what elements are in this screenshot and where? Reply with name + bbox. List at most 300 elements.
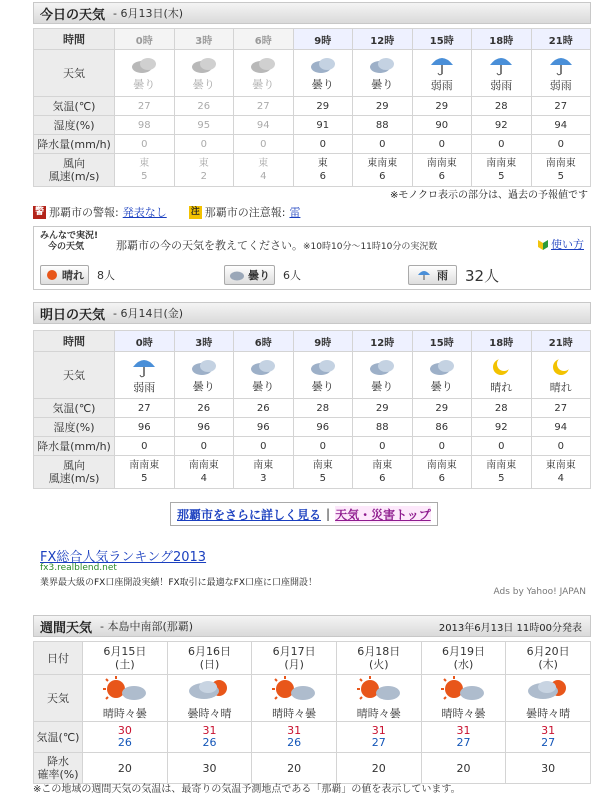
weekly-weather-cell: [336, 675, 421, 722]
temp-low: 27: [371, 736, 386, 749]
humidity-cell: 95: [174, 116, 234, 135]
poll-question-row: [116, 237, 437, 253]
hour-cell: 3時: [174, 29, 234, 50]
wind-direction: 東: [258, 158, 269, 169]
weather-text: 弱雨: [430, 78, 453, 92]
hour-cell: 18時: [472, 331, 532, 352]
wind-direction: 東南東: [545, 460, 576, 471]
cloudy-icon: [309, 55, 337, 75]
weekly-header: [33, 615, 591, 637]
weather-cell: [472, 50, 532, 97]
vote-rain-label: 雨: [437, 269, 448, 282]
weather-text: 曇り: [133, 77, 156, 91]
day-dow: (木): [538, 658, 558, 671]
weekly-temp-cell: [252, 722, 337, 753]
wind-cell: [293, 154, 353, 187]
wind-speed: 3: [260, 473, 267, 484]
link-separator: |: [326, 507, 331, 521]
sun-cloud-icon: [102, 676, 148, 704]
vote-sunny-button[interactable]: [40, 265, 89, 285]
wind-label: 風向 風速(m/s): [34, 154, 115, 187]
humidity-label: 湿度(%): [34, 418, 115, 437]
precip-cell: 0: [115, 437, 175, 456]
temp-low: 27: [456, 736, 471, 749]
wind-direction: 南南東: [426, 158, 457, 169]
humidity-cell: 91: [293, 116, 353, 135]
wind-cell: [531, 456, 591, 489]
today-date: - 6月13日(木): [113, 7, 184, 20]
hour-cell: 0時: [115, 331, 175, 352]
weekly-pop-cell: 20: [421, 753, 506, 784]
wind-speed: 5: [557, 171, 564, 182]
howto-link[interactable]: 使い方: [551, 238, 584, 251]
weather-text: 曇り: [311, 379, 334, 393]
temp-cell: 27: [115, 399, 175, 418]
cloudy-icon: [368, 357, 396, 377]
temp-cell: 28: [293, 399, 353, 418]
precip-cell: 0: [115, 135, 175, 154]
weekly-pop-cell: 20: [336, 753, 421, 784]
weather-cell: [353, 50, 413, 97]
wind-direction: 東南東: [367, 158, 398, 169]
weather-text: 曇り: [192, 77, 215, 91]
hour-cell: 9時: [293, 29, 353, 50]
temp-cell: 27: [531, 97, 591, 116]
cloudy-icon: [130, 55, 158, 75]
weather-cell: [174, 352, 234, 399]
weekly-title: 週間天気: [40, 620, 93, 636]
weather-text: 弱雨: [133, 380, 156, 394]
humidity-label: 湿度(%): [34, 116, 115, 135]
temp-low: 27: [541, 736, 556, 749]
humidity-cell: 94: [531, 116, 591, 135]
weekly-pop-row: [34, 753, 591, 784]
weekly-pop-cell: 20: [252, 753, 337, 784]
weather-row: [34, 352, 591, 399]
warning-badge-icon: 警: [34, 206, 44, 217]
weekly-weather-text: 曇時々晴: [526, 706, 571, 720]
weather-cell: [234, 50, 294, 97]
weather-text: 曇り: [371, 77, 394, 91]
humidity-cell: 92: [472, 116, 532, 135]
precip-cell: 0: [293, 437, 353, 456]
ad-url[interactable]: fx3.realblend.net: [40, 563, 117, 573]
wind-cell: [531, 154, 591, 187]
weather-label: 天気: [34, 50, 115, 97]
wind-speed: 4: [260, 171, 267, 182]
weekly-weather-text: 晴時々曇: [356, 706, 401, 720]
temp-cell: 29: [353, 97, 413, 116]
weekly-footnote: ※この地域の週間天気の気温は、最寄りの気温予測地点である「那覇」の値を表示しています。: [33, 784, 461, 795]
precip-cell: 0: [531, 437, 591, 456]
warning-label: 那覇市の警報:: [49, 206, 119, 219]
precip-row: [34, 135, 591, 154]
beginner-mark-icon: [538, 238, 548, 250]
temp-low: 26: [117, 736, 132, 749]
tomorrow-forecast-table: [33, 330, 591, 489]
temp-low: 26: [202, 736, 217, 749]
live-report-poll: [33, 226, 591, 290]
precip-cell: 0: [412, 437, 472, 456]
wind-direction: 南南東: [188, 460, 219, 471]
humidity-cell: 98: [115, 116, 175, 135]
hour-cell: 12時: [353, 29, 413, 50]
wind-direction: 南南東: [545, 158, 576, 169]
cloud-icon: [229, 269, 245, 281]
today-forecast-table: [33, 28, 591, 187]
wind-cell: [353, 154, 413, 187]
vote-cloudy-label: 曇り: [248, 269, 270, 282]
weather-cell: [531, 352, 591, 399]
precip-label: 降水量(mm/h): [34, 437, 115, 456]
weekly-weather-cell: [506, 675, 591, 722]
detail-link[interactable]: 那覇市をさらに詳しく見る: [177, 507, 322, 522]
precip-cell: 0: [353, 437, 413, 456]
hour-row: [34, 29, 591, 50]
temp-high: 31: [202, 724, 217, 737]
weather-cell: [234, 352, 294, 399]
wind-row: [34, 154, 591, 187]
wind-label: 風向 風速(m/s): [34, 456, 115, 489]
wind-speed: 4: [557, 473, 564, 484]
weekly-pop-cell: 20: [83, 753, 168, 784]
advisory-label: 那覇市の注意報:: [204, 206, 286, 219]
umbrella-icon: [130, 356, 158, 378]
howto-link-wrap[interactable]: [538, 236, 584, 252]
wind-direction: 東: [317, 158, 328, 169]
weekly-weather-row: [34, 675, 591, 722]
precip-row: [34, 437, 591, 456]
sun-cloud-icon: [271, 676, 317, 704]
wind-speed: 5: [141, 473, 148, 484]
hour-cell: 3時: [174, 331, 234, 352]
vote-rain-button[interactable]: [408, 265, 457, 285]
weekly-pop-cell: 30: [506, 753, 591, 784]
temp-label: 気温(℃): [34, 399, 115, 418]
temp-cell: 29: [293, 97, 353, 116]
hour-cell: 0時: [115, 29, 175, 50]
day-date: 6月17日: [272, 645, 316, 658]
temp-low: 26: [287, 736, 302, 749]
wind-speed: 5: [498, 473, 505, 484]
wind-direction: 東: [139, 158, 150, 169]
precip-cell: 0: [234, 437, 294, 456]
wind-direction: 南南東: [486, 460, 517, 471]
wind-speed: 6: [379, 473, 386, 484]
humidity-cell: 90: [412, 116, 472, 135]
temp-cell: 29: [412, 97, 472, 116]
weather-cell: [412, 352, 472, 399]
ad-credit: Ads by Yahoo! JAPAN: [493, 587, 586, 597]
hour-cell: 21時: [531, 29, 591, 50]
date-label: 日付: [34, 642, 83, 675]
cloudy-icon: [249, 55, 277, 75]
day-date: 6月20日: [526, 645, 570, 658]
wind-direction: 南東: [372, 460, 393, 471]
wind-cell: [412, 154, 472, 187]
precip-cell: 0: [412, 135, 472, 154]
vote-sunny-label: 晴れ: [62, 269, 84, 282]
precip-cell: 0: [234, 135, 294, 154]
day-date: 6月16日: [187, 645, 231, 658]
humidity-cell: 86: [412, 418, 472, 437]
temp-cell: 28: [472, 399, 532, 418]
time-label: 時間: [34, 331, 115, 352]
cloudy-icon: [309, 357, 337, 377]
temp-cell: 29: [412, 399, 472, 418]
ad-title-link[interactable]: FX総合人気ランキング2013: [40, 550, 207, 565]
time-label: 時間: [34, 29, 115, 50]
temp-cell: 28: [472, 97, 532, 116]
hour-cell: 15時: [412, 331, 472, 352]
temp-cell: 26: [234, 399, 294, 418]
weather-cell: [472, 352, 532, 399]
weather-cell: [293, 50, 353, 97]
advisory-link[interactable]: 雷: [289, 206, 301, 219]
tomorrow-header: [33, 302, 591, 324]
poll-option-sunny[interactable]: [40, 265, 115, 285]
temp-high: 31: [456, 724, 471, 737]
moon-icon: [549, 356, 573, 378]
weather-text: 曇り: [192, 379, 215, 393]
temp-cell: 27: [115, 97, 175, 116]
poll-logo-line2: 今の天気: [48, 242, 85, 252]
humidity-cell: 92: [472, 418, 532, 437]
poll-range: ※10時10分～11時10分の実況数: [303, 242, 438, 252]
weather-text: 曇り: [371, 379, 394, 393]
weekly-forecast-table: [33, 641, 591, 784]
wind-cell: [234, 456, 294, 489]
vote-rain-count: 32人: [465, 266, 500, 285]
wind-direction: 南南東: [129, 460, 160, 471]
wind-cell: [353, 456, 413, 489]
cloudy-icon: [190, 55, 218, 75]
weekly-temp-row: [34, 722, 591, 753]
more-links-box: [170, 502, 438, 526]
weather-cell: [115, 352, 175, 399]
day-date: 6月15日: [103, 645, 147, 658]
cloudy-icon: [249, 357, 277, 377]
temp-row: [34, 97, 591, 116]
vote-cloudy-count: 6人: [283, 269, 301, 282]
temp-cell: 29: [353, 399, 413, 418]
mono-note: ※モノクロ表示の部分は、過去の予報値です: [390, 190, 588, 201]
wind-speed: 5: [498, 171, 505, 182]
weekly-weather-cell: [252, 675, 337, 722]
moon-icon: [489, 356, 513, 378]
weekly-issued: 2013年6月13日 11時00分発表: [438, 622, 582, 634]
temp-high: 31: [371, 724, 386, 737]
weather-text: 晴れ: [549, 380, 572, 394]
hour-cell: 18時: [472, 29, 532, 50]
poll-logo: [40, 231, 98, 253]
wind-cell: [174, 456, 234, 489]
weather-top-link[interactable]: 天気・災害トップ: [335, 507, 431, 522]
weather-text: 弱雨: [490, 78, 513, 92]
humidity-cell: 96: [115, 418, 175, 437]
day-dow: (日): [199, 658, 220, 671]
humidity-cell: 88: [353, 116, 413, 135]
precip-cell: 0: [174, 437, 234, 456]
day-date: 6月18日: [357, 645, 401, 658]
warning-row: [33, 204, 300, 220]
weather-text: 曇り: [311, 77, 334, 91]
day-date-cell: [421, 642, 506, 675]
weekly-weather-text: 曇時々晴: [187, 706, 232, 720]
day-date-cell: [167, 642, 252, 675]
precip-cell: 0: [293, 135, 353, 154]
temp-cell: 27: [531, 399, 591, 418]
hour-cell: 9時: [293, 331, 353, 352]
humidity-cell: 88: [353, 418, 413, 437]
wind-speed: 2: [200, 171, 207, 182]
temp-cell: 26: [174, 399, 234, 418]
precip-label: 降水量(mm/h): [34, 135, 115, 154]
weekly-temp-label: 気温(℃): [34, 722, 83, 753]
temp-label: 気温(℃): [34, 97, 115, 116]
poll-logo-line1: みんなで実況!: [40, 231, 99, 241]
weekly-weather-label: 天気: [34, 675, 83, 722]
weather-text: 曇り: [252, 379, 275, 393]
umbrella-icon: [547, 54, 575, 76]
sun-cloud-icon: [356, 676, 402, 704]
weather-label: 天気: [34, 352, 115, 399]
wind-speed: 6: [438, 171, 445, 182]
hour-cell: 6時: [234, 29, 294, 50]
temp-row: [34, 399, 591, 418]
weekly-weather-cell: [83, 675, 168, 722]
tomorrow-date: - 6月14日(金): [113, 307, 184, 320]
hour-cell: 15時: [412, 29, 472, 50]
weekly-region: - 本島中南部(那覇): [100, 620, 194, 633]
today-title: 今日の天気: [40, 7, 106, 23]
weather-text: 晴れ: [490, 380, 513, 394]
wind-direction: 南東: [312, 460, 333, 471]
humidity-row: [34, 116, 591, 135]
precip-cell: 0: [353, 135, 413, 154]
cloudy-icon: [190, 357, 218, 377]
sun-icon: [45, 268, 59, 282]
weekly-temp-cell: [83, 722, 168, 753]
temp-cell: 26: [174, 97, 234, 116]
wind-cell: [115, 154, 175, 187]
weather-text: 弱雨: [549, 78, 572, 92]
weekly-weather-text: 晴時々曇: [441, 706, 486, 720]
weather-cell: [293, 352, 353, 399]
weekly-temp-cell: [336, 722, 421, 753]
temp-high: 31: [287, 724, 302, 737]
wind-speed: 6: [379, 171, 386, 182]
wind-speed: 6: [319, 171, 326, 182]
hour-row: [34, 331, 591, 352]
ad-text: 業界最大級のFX口座開設実績！FX取引に最適なFX口座に口座開設！: [40, 578, 318, 588]
cloud-sun-icon: [186, 676, 232, 704]
precip-cell: 0: [531, 135, 591, 154]
wind-cell: [115, 456, 175, 489]
wind-speed: 5: [319, 473, 326, 484]
precip-cell: 0: [472, 135, 532, 154]
date-row: [34, 642, 591, 675]
hour-cell: 6時: [234, 331, 294, 352]
temp-cell: 27: [234, 97, 294, 116]
wind-row: [34, 456, 591, 489]
wind-speed: 6: [438, 473, 445, 484]
weekly-temp-cell: [167, 722, 252, 753]
wind-cell: [174, 154, 234, 187]
temp-high: 30: [117, 724, 132, 737]
humidity-cell: 96: [174, 418, 234, 437]
precip-cell: 0: [174, 135, 234, 154]
umbrella-icon: [487, 54, 515, 76]
vote-sunny-count: 8人: [97, 269, 115, 282]
poll-option-rain[interactable]: [408, 265, 499, 285]
wind-direction: 東: [198, 158, 209, 169]
warning-link[interactable]: 発表なし: [122, 206, 167, 219]
weekly-weather-cell: [421, 675, 506, 722]
weather-text: 曇り: [252, 77, 275, 91]
weather-cell: [115, 50, 175, 97]
weather-cell: [531, 50, 591, 97]
weather-row: [34, 50, 591, 97]
weekly-temp-cell: [506, 722, 591, 753]
humidity-cell: 96: [293, 418, 353, 437]
day-date: 6月19日: [441, 645, 485, 658]
poll-question: 那覇市の今の天気を教えてください。: [116, 239, 303, 252]
weather-cell: [412, 50, 472, 97]
poll-option-cloudy[interactable]: [224, 265, 301, 285]
temp-high: 31: [541, 724, 556, 737]
weather-cell: [174, 50, 234, 97]
sun-cloud-icon: [440, 676, 486, 704]
weekly-weather-text: 晴時々曇: [272, 706, 317, 720]
hour-cell: 21時: [531, 331, 591, 352]
day-dow: (水): [453, 658, 474, 671]
weather-text: 曇り: [430, 379, 453, 393]
wind-cell: [234, 154, 294, 187]
humidity-row: [34, 418, 591, 437]
hour-cell: 12時: [353, 331, 413, 352]
wind-speed: 4: [200, 473, 207, 484]
advisory-badge-icon: 注: [190, 206, 200, 217]
humidity-cell: 96: [234, 418, 294, 437]
today-header: [33, 2, 591, 24]
vote-cloudy-button[interactable]: [224, 265, 275, 285]
day-date-cell: [83, 642, 168, 675]
day-dow: (火): [369, 658, 389, 671]
weekly-weather-cell: [167, 675, 252, 722]
weekly-pop-label: 降水 確率(%): [34, 753, 83, 784]
weather-cell: [353, 352, 413, 399]
umbrella-icon: [417, 269, 431, 281]
humidity-cell: 94: [531, 418, 591, 437]
precip-cell: 0: [472, 437, 532, 456]
wind-cell: [472, 456, 532, 489]
weekly-temp-cell: [421, 722, 506, 753]
day-date-cell: [252, 642, 337, 675]
tomorrow-title: 明日の天気: [40, 307, 106, 323]
cloudy-icon: [428, 357, 456, 377]
wind-cell: [412, 456, 472, 489]
day-dow: (土): [115, 658, 135, 671]
cloudy-icon: [368, 55, 396, 75]
day-date-cell: [506, 642, 591, 675]
wind-direction: 南東: [253, 460, 274, 471]
cloud-sun-icon: [525, 676, 571, 704]
weekly-weather-text: 晴時々曇: [102, 706, 147, 720]
weekly-pop-cell: 30: [167, 753, 252, 784]
day-dow: (月): [284, 658, 304, 671]
humidity-cell: 94: [234, 116, 294, 135]
